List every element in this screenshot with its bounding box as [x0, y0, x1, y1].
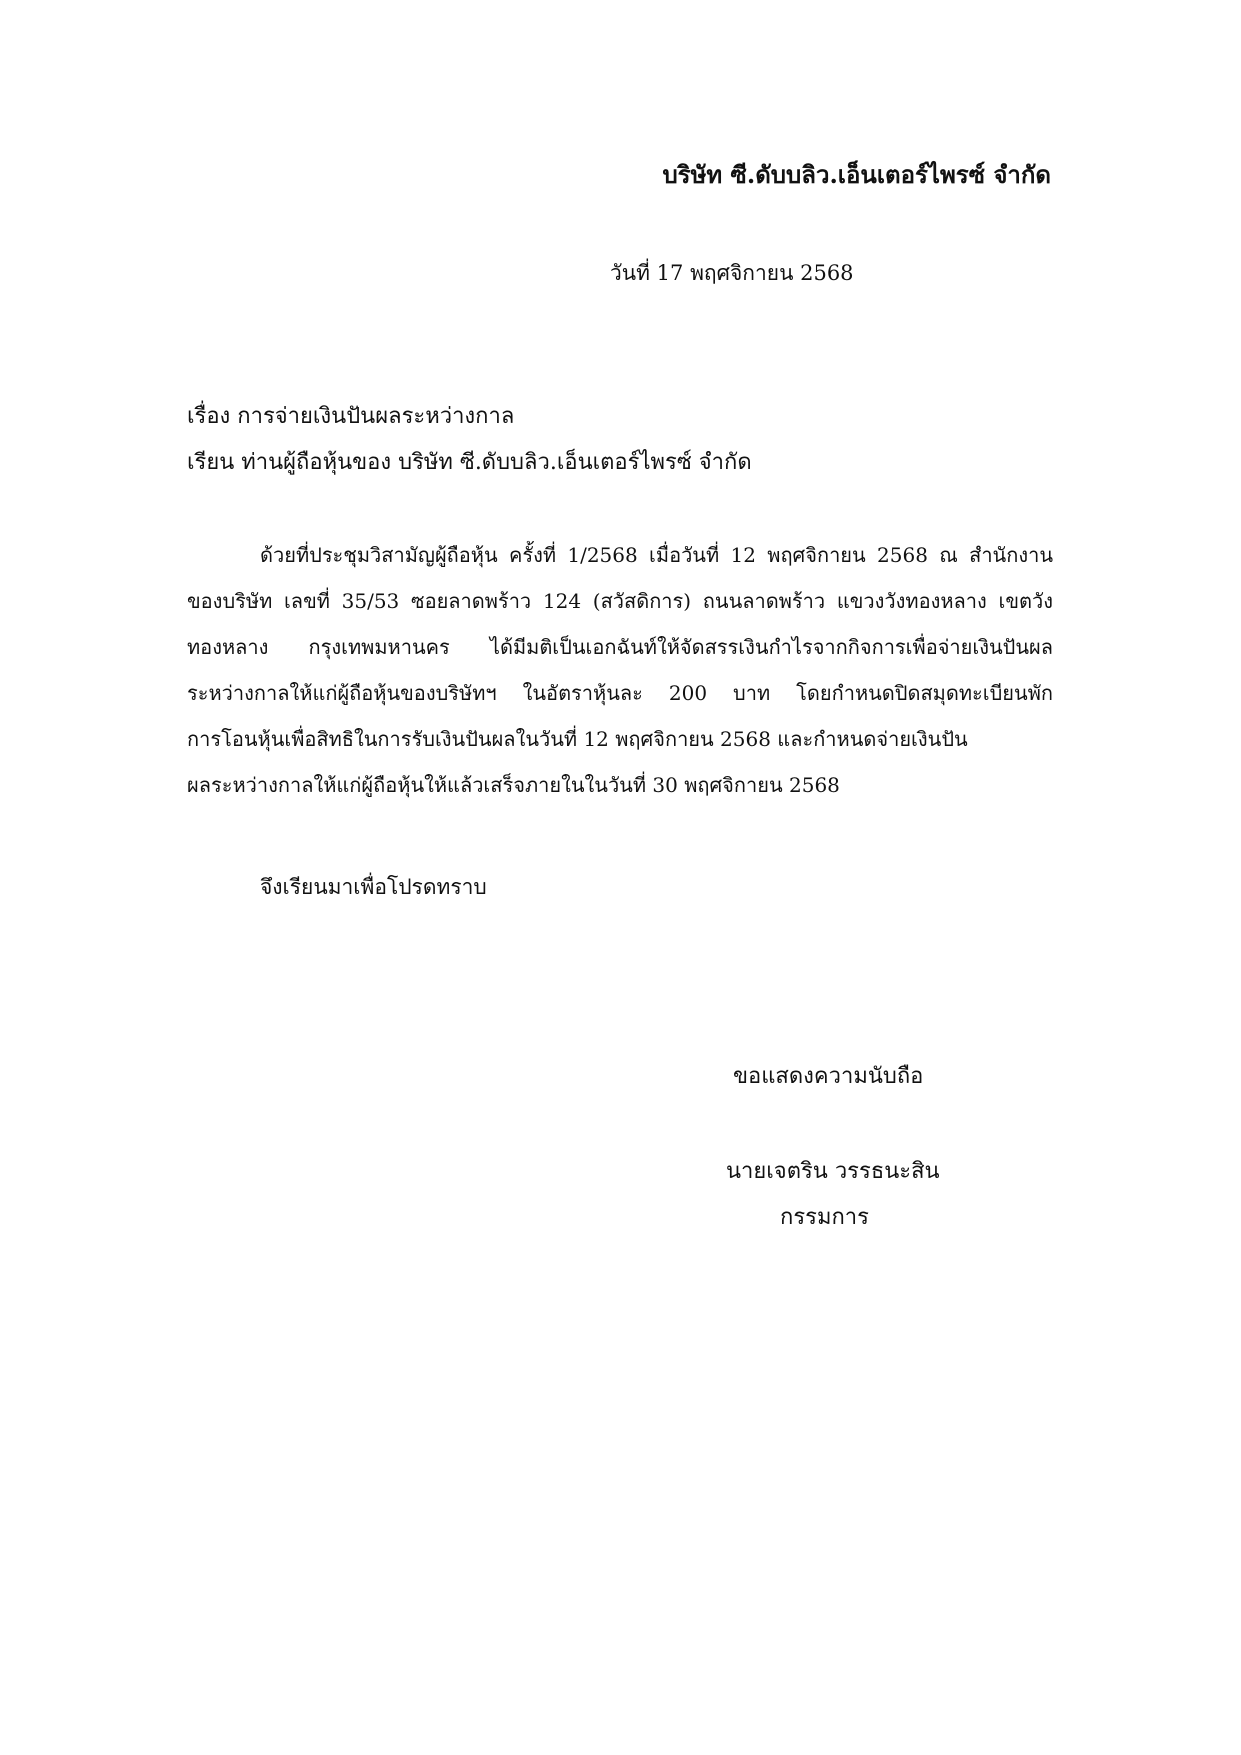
signer-title: กรรมการ: [780, 1205, 869, 1230]
company-header: บริษัท ซี.ดับบลิว.เอ็นเตอร์ไพรซ์ จำกัด: [662, 160, 1051, 189]
letter-subject: เรื่อง การจ่ายเงินปันผลระหว่างกาล: [187, 404, 515, 429]
closing-line: จึงเรียนมาเพื่อโปรดทราบ: [260, 875, 487, 899]
body-line: ทองหลาง กรุงเทพมหานคร ได้มีมติเป็นเอกฉันท์ให้จัดสรรเงินกำไรจากกิจการเพื่อจ่ายเงินปันผล: [187, 635, 1053, 659]
letter-recipient: เรียน ท่านผู้ถือหุ้นของ บริษัท ซี.ดับบลิว.เอ็นเตอร์ไพรซ์ จำกัด: [187, 450, 752, 475]
letter-date: วันที่ 17 พฤศจิกายน 2568: [610, 261, 854, 285]
regards-line: ขอแสดงความนับถือ: [733, 1064, 924, 1089]
signer-name: นายเจตริน วรรธนะสิน: [726, 1159, 940, 1184]
body-line: ผลระหว่างกาลให้แก่ผู้ถือหุ้นให้แล้วเสร็จภายในในวันที่ 30 พฤศจิกายน 2568: [187, 773, 840, 797]
body-line: ของบริษัท เลขที่ 35/53 ซอยลาดพร้าว 124 (สวัสดิการ) ถนนลาดพร้าว แขวงวังทองหลาง เขตวัง: [187, 589, 1053, 613]
body-line: ด้วยที่ประชุมวิสามัญผู้ถือหุ้น ครั้งที่ 1/2568 เมื่อวันที่ 12 พฤศจิกายน 2568 ณ สำนักงาน: [260, 543, 1053, 567]
body-line: การโอนหุ้นเพื่อสิทธิในการรับเงินปันผลในวันที่ 12 พฤศจิกายน 2568 และกำหนดจ่ายเงินปัน: [187, 727, 968, 751]
body-line: ระหว่างกาลให้แก่ผู้ถือหุ้นของบริษัทฯ ในอัตราหุ้นละ 200 บาท โดยกำหนดปิดสมุดทะเบียนพัก: [187, 681, 1053, 705]
